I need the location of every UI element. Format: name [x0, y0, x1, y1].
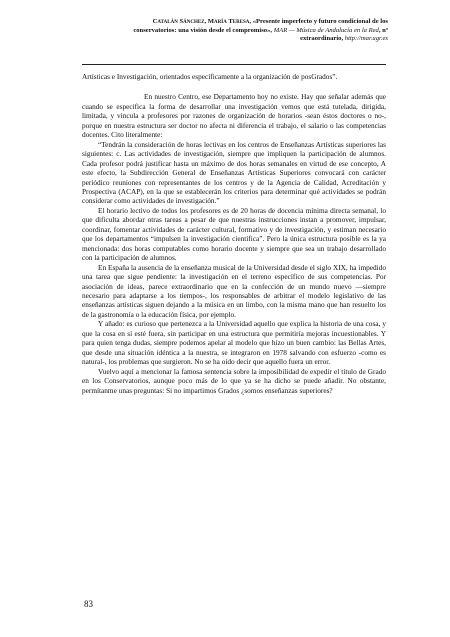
paragraph: Y añado: es curioso que pertenezca a la Universidad aquello que explica la historia de una cosa, y que la cosa en sí esté fuera, sin participar en una estructura que permitiría mejoras incuestionables. Y para quien tenga dudas, siempre podemos apelar al modelo que hizo un buen cambio: las Bellas Artes, que desde una situación idéntica a la nuestra, se integraron en 1978 salvando con esfuerzo -como es natural-, los problemas que surgieron. No se ha oído decir que aquello fuera un error.	[82, 319, 386, 367]
header-author: Catalán Sánchez, María Teresa,	[152, 18, 252, 25]
header-rule	[82, 64, 386, 65]
header-line-3	[70, 35, 388, 44]
paragraph: En nuestro Centro, ese Departamento hoy no existe. Hay que señalar además que cuando se especifica la forma de desarrollar una investigación vemos que está tutelada, dirigida, limitada, y vincula a profesores por razones de organización de horarios -sean éstos doctores o no-, porque en nuestra estructura ser doctor no afecta ni diferencia el trabajo, el salario o las competencias docentes. Cito literalmente:	[82, 92, 386, 140]
page-number: 83	[84, 599, 93, 609]
header-journal: MAR — Música de Andalucía en la Red	[273, 26, 379, 34]
paragraph: En España la ausencia de la enseñanza musical de la Universidad desde el siglo XIX, ha impedido una tarea que sigue pendiente: la investigación en el terreno específico de sus competencias. Por asociación de ideas, parece extraordinario que en la confección de un mundo nuevo —siempre necesario para adaptarse a los tiempos-, los responsables de arbitrar el modelo legislativo de las enseñanzas artísticas siguen dejando a la música en un limbo, con la misma mano que han resuelto los de la gastronomía o la educación física, por ejemplo.	[82, 262, 386, 319]
header-line-1	[70, 18, 388, 27]
header-title-end: conservatorios: una visión desde el compromiso»,	[133, 26, 274, 34]
block-quote: “Tendrán la consideración de horas lectivas en los centros de Enseñanzas Artísticas superiores las siguientes: c. Las actividades de investigación, siempre que impliquen la participación de alumnos. Cada profesor podrá justificar hasta un máximo de dos horas semanales en virtud de ese concepto, A este efecto, la Subdirección General de Enseñanzas Artísticas Superiores convocará con carácter periódico reuniones con representantes de los centros y de la Agencia de Calidad, Acreditación y Prospectiva (ACAP), en la que se establecerán los criterios para determinar qué actividades se podrán considerar como actividades de investigación.”	[82, 139, 386, 206]
paragraph: El horario lectivo de todos los profesores es de 20 horas de docencia mínima directa semanal, lo que dificulta abordar otras tareas a pesar de que nuestras instrucciones instan a promover, impulsar, coordinar, fomentar actividades de carácter cultural, formativo y de investigación, y estiman necesario que los departamentos “impulsen la investigación científica”. Pero la única estructura posible es la ya mencionada: dos horas computables como horario docente y siempre que sea un trabajo desarrollado con la participación de alumnos.	[82, 205, 386, 263]
header-line-2	[70, 27, 388, 36]
paragraph-continuation: Artísticas e Investigación, orientados específicamente a la organización de posGrados”.	[82, 72, 338, 81]
running-header	[70, 18, 388, 44]
header-extraordinary: extraordinario,	[300, 35, 345, 43]
header-link[interactable]: http://mar.ugr.es	[344, 35, 388, 43]
body-text	[82, 72, 386, 395]
paragraph: Vuelvo aquí a mencionar la famosa sentencia sobre la imposibilidad de expedir el título de Grado en los Conservatorios, aunque poco más de lo que ya se ha dicho se puede añadir. No obstante, permítanme unas preguntas: Si no impartimos Grados ¿somos enseñanzas superiores?	[82, 366, 386, 395]
header-title-start: «Presente imperfecto y futuro condicional de los	[251, 18, 388, 25]
header-issue: , nº	[378, 26, 388, 34]
